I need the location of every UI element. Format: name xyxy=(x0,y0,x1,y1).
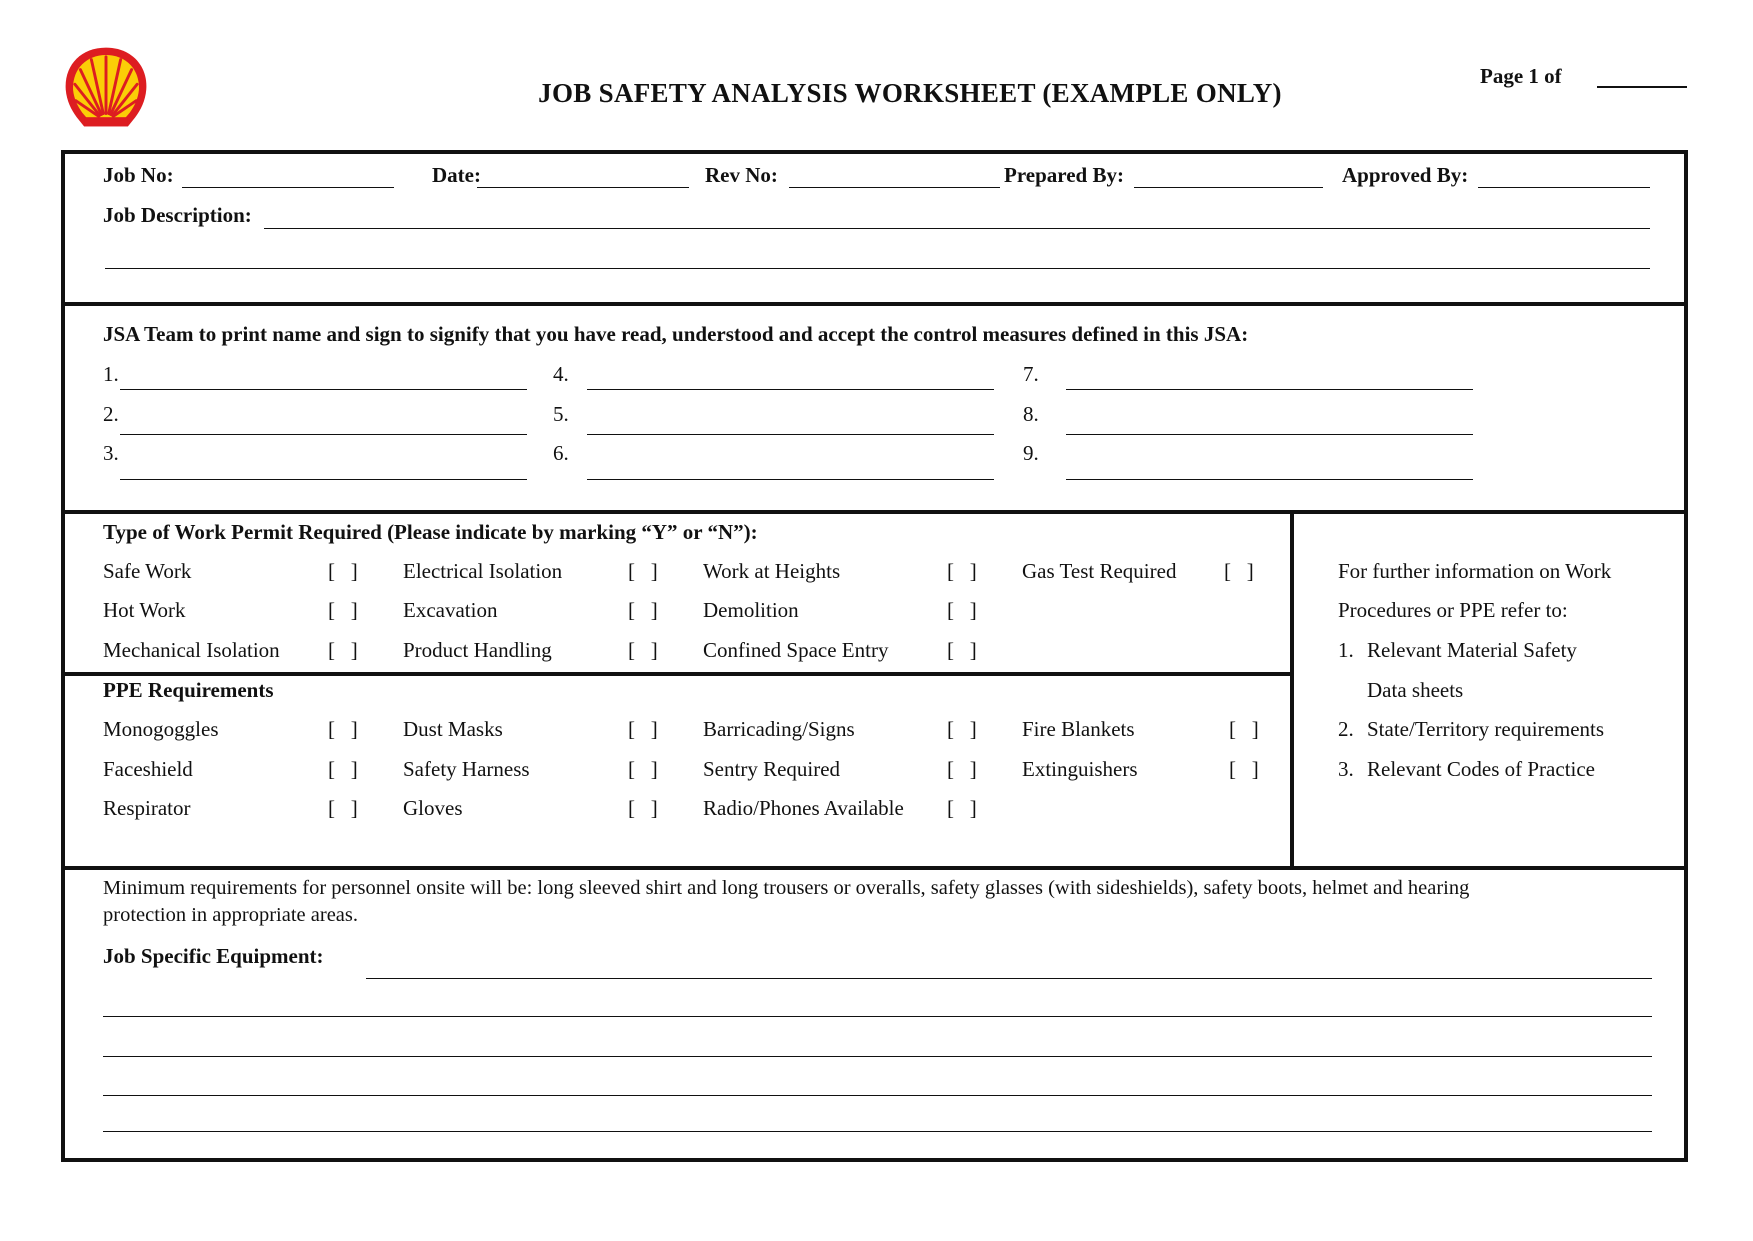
team-number: 9. xyxy=(1023,441,1039,465)
permit-work-at-heights-checkbox[interactable]: [ ] xyxy=(947,559,977,583)
page-title: JOB SAFETY ANALYSIS WORKSHEET (EXAMPLE ONLY) xyxy=(538,78,1282,108)
info-item-text: Relevant Material Safety xyxy=(1367,638,1577,662)
ppe-monogoggles-label: Monogoggles xyxy=(103,717,219,741)
info-panel-line: Procedures or PPE refer to: xyxy=(1338,598,1568,622)
date-label: Date: xyxy=(432,163,481,187)
approved-by-field[interactable] xyxy=(1478,187,1650,188)
equipment-field[interactable] xyxy=(103,1056,1652,1057)
team-number: 4. xyxy=(553,362,569,386)
prepared-by-field[interactable] xyxy=(1134,187,1323,188)
ppe-extinguishers-label: Extinguishers xyxy=(1022,757,1138,781)
team-number: 3. xyxy=(103,441,119,465)
job-specific-equipment-label: Job Specific Equipment: xyxy=(103,944,324,968)
team-member-field[interactable] xyxy=(120,479,527,480)
info-item-number: 3. xyxy=(1338,757,1354,781)
permit-hot-work-checkbox[interactable]: [ ] xyxy=(328,598,358,622)
job-description-label: Job Description: xyxy=(103,203,252,227)
section-divider xyxy=(61,302,1688,306)
ppe-faceshield-checkbox[interactable]: [ ] xyxy=(328,757,358,781)
team-number: 7. xyxy=(1023,362,1039,386)
date-field[interactable] xyxy=(477,187,689,188)
team-member-field[interactable] xyxy=(587,479,994,480)
permit-hot-work-label: Hot Work xyxy=(103,598,186,622)
permit-gas-test-label: Gas Test Required xyxy=(1022,559,1177,583)
section-divider xyxy=(61,510,1688,514)
permit-product-handling-checkbox[interactable]: [ ] xyxy=(628,638,658,662)
ppe-dust-masks-checkbox[interactable]: [ ] xyxy=(628,717,658,741)
permit-mechanical-isolation-checkbox[interactable]: [ ] xyxy=(328,638,358,662)
ppe-heading: PPE Requirements xyxy=(103,678,274,702)
ppe-faceshield-label: Faceshield xyxy=(103,757,193,781)
permit-work-at-heights-label: Work at Heights xyxy=(703,559,841,583)
ppe-respirator-checkbox[interactable]: [ ] xyxy=(328,796,358,820)
info-item-text: Data sheets xyxy=(1367,678,1464,702)
permit-confined-space-label: Confined Space Entry xyxy=(703,638,889,662)
ppe-respirator-label: Respirator xyxy=(103,796,191,820)
ppe-radio-phones-checkbox[interactable]: [ ] xyxy=(947,796,977,820)
team-member-field[interactable] xyxy=(1066,479,1473,480)
equipment-field[interactable] xyxy=(366,978,1652,979)
team-number: 8. xyxy=(1023,402,1039,426)
permit-electrical-isolation-checkbox[interactable]: [ ] xyxy=(628,559,658,583)
info-item-text: Relevant Codes of Practice xyxy=(1367,757,1596,781)
equipment-field[interactable] xyxy=(103,1016,1652,1017)
info-panel-line: For further information on Work xyxy=(1338,559,1612,583)
work-permit-heading: Type of Work Permit Required (Please indicate by marking “Y” or “N”): xyxy=(103,520,758,544)
team-member-field[interactable] xyxy=(120,389,527,390)
job-no-field[interactable] xyxy=(182,187,394,188)
info-item-text: State/Territory requirements xyxy=(1367,717,1605,741)
team-member-field[interactable] xyxy=(1066,389,1473,390)
page-number-label: Page 1 of xyxy=(1480,64,1562,88)
permit-mechanical-isolation-label: Mechanical Isolation xyxy=(103,638,280,662)
info-item-number: 2. xyxy=(1338,717,1354,741)
permit-confined-space-checkbox[interactable]: [ ] xyxy=(947,638,977,662)
permit-safe-work-checkbox[interactable]: [ ] xyxy=(328,559,358,583)
job-no-label: Job No: xyxy=(103,163,174,187)
permit-excavation-checkbox[interactable]: [ ] xyxy=(628,598,658,622)
team-number: 1. xyxy=(103,362,119,386)
permit-gas-test-checkbox[interactable]: [ ] xyxy=(1224,559,1254,583)
team-member-field[interactable] xyxy=(587,434,994,435)
section-divider xyxy=(61,866,1688,870)
ppe-extinguishers-checkbox[interactable]: [ ] xyxy=(1229,757,1259,781)
job-description-field[interactable] xyxy=(264,228,1650,229)
rev-no-field[interactable] xyxy=(789,187,1000,188)
rev-no-label: Rev No: xyxy=(705,163,778,187)
minimum-requirements-text: protection in appropriate areas. xyxy=(103,904,358,926)
team-member-field[interactable] xyxy=(120,434,527,435)
ppe-fire-blankets-label: Fire Blankets xyxy=(1022,717,1135,741)
section-divider xyxy=(61,672,1293,676)
ppe-safety-harness-checkbox[interactable]: [ ] xyxy=(628,757,658,781)
ppe-gloves-checkbox[interactable]: [ ] xyxy=(628,796,658,820)
approved-by-label: Approved By: xyxy=(1342,163,1469,187)
ppe-safety-harness-label: Safety Harness xyxy=(403,757,530,781)
ppe-monogoggles-checkbox[interactable]: [ ] xyxy=(328,717,358,741)
column-divider xyxy=(1290,510,1294,870)
team-member-field[interactable] xyxy=(587,389,994,390)
equipment-field[interactable] xyxy=(103,1095,1652,1096)
ppe-sentry-checkbox[interactable]: [ ] xyxy=(947,757,977,781)
prepared-by-label: Prepared By: xyxy=(1004,163,1124,187)
page-total-field[interactable] xyxy=(1597,86,1687,88)
ppe-sentry-label: Sentry Required xyxy=(703,757,841,781)
team-member-field[interactable] xyxy=(1066,434,1473,435)
permit-product-handling-label: Product Handling xyxy=(403,638,552,662)
ppe-gloves-label: Gloves xyxy=(403,796,463,820)
ppe-barricading-checkbox[interactable]: [ ] xyxy=(947,717,977,741)
jsa-team-heading: JSA Team to print name and sign to signify that you have read, understood and accept the control measures defined in this JSA: xyxy=(103,322,1249,346)
team-number: 2. xyxy=(103,402,119,426)
permit-demolition-label: Demolition xyxy=(703,598,799,622)
permit-excavation-label: Excavation xyxy=(403,598,498,622)
permit-safe-work-label: Safe Work xyxy=(103,559,192,583)
permit-demolition-checkbox[interactable]: [ ] xyxy=(947,598,977,622)
team-number: 6. xyxy=(553,441,569,465)
permit-electrical-isolation-label: Electrical Isolation xyxy=(403,559,563,583)
info-item-number: 1. xyxy=(1338,638,1354,662)
ppe-fire-blankets-checkbox[interactable]: [ ] xyxy=(1229,717,1259,741)
ppe-radio-phones-label: Radio/Phones Available xyxy=(703,796,904,820)
ppe-dust-masks-label: Dust Masks xyxy=(403,717,503,741)
ppe-barricading-label: Barricading/Signs xyxy=(703,717,855,741)
minimum-requirements-text: Minimum requirements for personnel onsite will be: long sleeved shirt and long trousers or overalls, safety glasses (with sideshields), safety boots, helmet and hearing xyxy=(103,877,1470,899)
team-number: 5. xyxy=(553,402,569,426)
equipment-field[interactable] xyxy=(103,1131,1652,1132)
job-description-field-line2[interactable] xyxy=(105,268,1650,269)
